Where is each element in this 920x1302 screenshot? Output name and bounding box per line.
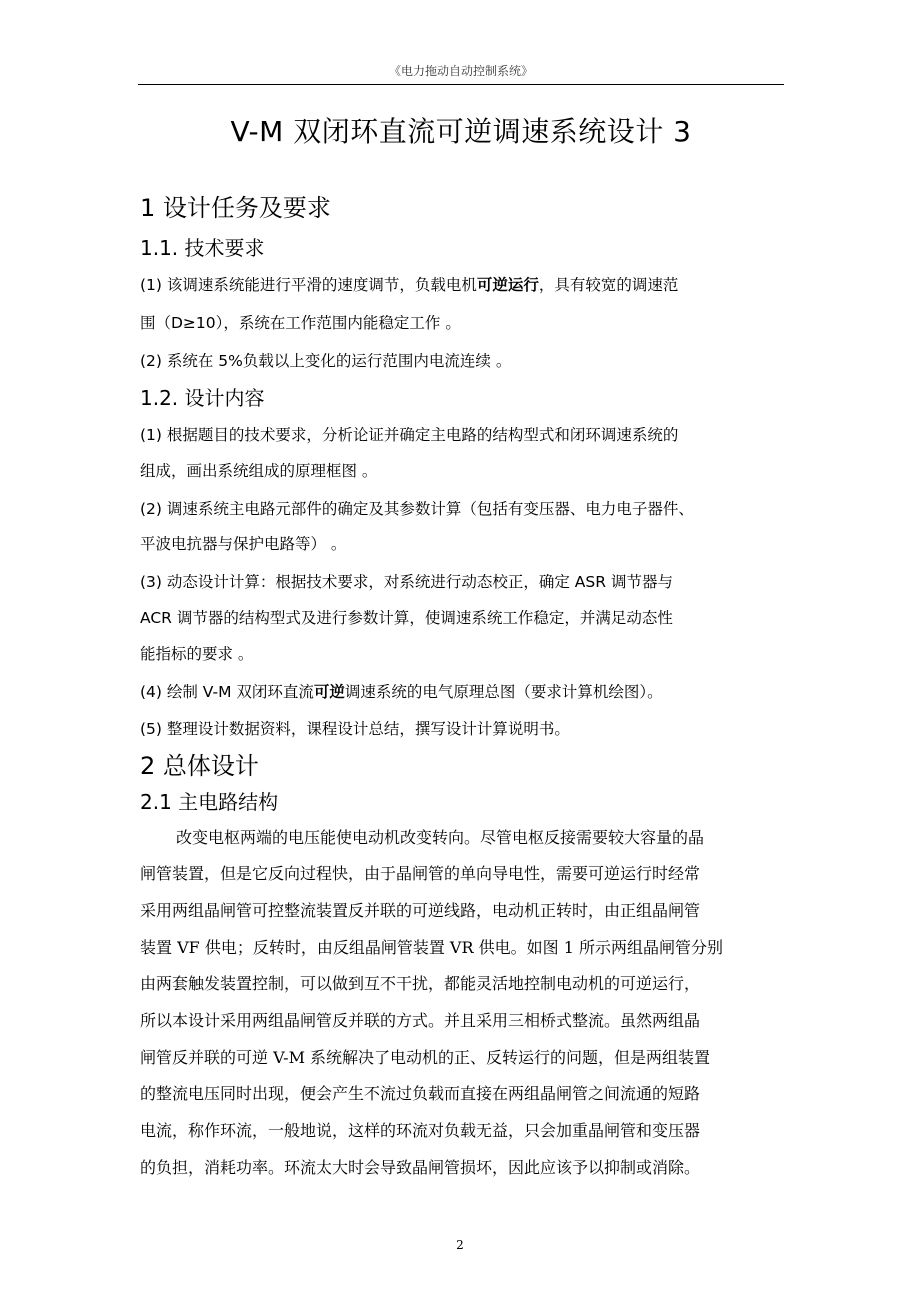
document-title: V-M 双闭环直流可逆调速系统设计 3 xyxy=(230,115,692,148)
content-item-3-line-1: (3) 动态设计计算：根据技术要求，对系统进行动态校正，确定 ASR 调节器与 xyxy=(140,573,673,591)
content-item-4 xyxy=(140,680,663,702)
section-1-1-heading: 1.1. 技术要求 xyxy=(140,236,265,260)
paragraph-line: 所以本设计采用两组晶闸管反并联的方式。并且采用三相桥式整流。虽然两组晶 xyxy=(140,1011,701,1030)
paragraph-line: 装置 VF 供电；反转时，由反组晶闸管装置 VR 供电。如图 1 所示两组晶闸管分别 xyxy=(140,938,723,957)
content-item-4-text-a: (4) 绘制 V-M 双闭环直流 xyxy=(140,683,314,701)
content-item-1-line-2: 组成，画出系统组成的原理框图 。 xyxy=(140,462,378,480)
requirement-item-1-line-1 xyxy=(140,273,678,295)
content-item-3-line-2: ACR 调节器的结构型式及进行参数计算，使调速系统工作稳定，并满足动态性 xyxy=(140,609,673,627)
content-item-1-line-1: (1) 根据题目的技术要求，分析论证并确定主电路的结构型式和闭环调速系统的 xyxy=(140,426,679,444)
paragraph-line: 电流，称作环流，一般地说，这样的环流对负载无益，只会加重晶闸管和变压器 xyxy=(140,1121,701,1140)
page-number: 2 xyxy=(456,1238,464,1252)
requirement-item-1-text-a: (1) 该调速系统能进行平滑的速度调节，负载电机 xyxy=(140,276,477,294)
section-2-1-heading: 2.1 主电路结构 xyxy=(140,790,279,814)
paragraph-line: 闸管反并联的可逆 V-M 系统解决了电动机的正、反转运行的问题，但是两组装置 xyxy=(140,1048,711,1067)
paragraph-line: 的整流电压同时出现，便会产生不流过负载而直接在两组晶闸管之间流通的短路 xyxy=(140,1084,701,1103)
content-item-4-bold: 可逆 xyxy=(313,683,345,701)
requirement-item-2: (2) 系统在 5%负载以上变化的运行范围内电流连续 。 xyxy=(140,352,512,370)
content-item-3-line-3: 能指标的要求 。 xyxy=(140,645,254,663)
content-item-2-line-2: 平波电抗器与保护电路等） 。 xyxy=(140,535,347,553)
paragraph-line: 闸管装置，但是它反向过程快，由于晶闸管的单向导电性，需要可逆运行时经常 xyxy=(140,864,701,883)
section-2-heading: 2 总体设计 xyxy=(140,752,259,780)
section-1-2-heading: 1.2. 设计内容 xyxy=(140,386,265,410)
paragraph-line: 改变电枢两端的电压能使电动机改变转向。尽管电枢反接需要较大容量的晶 xyxy=(176,828,705,847)
header-divider xyxy=(138,84,784,85)
paragraph-line: 由两套触发装置控制，可以做到互不干扰，都能灵活地控制电动机的可逆运行， xyxy=(140,974,701,993)
running-header: 《电力拖动自动控制系统》 xyxy=(388,64,533,78)
requirement-item-1-line-2: 围（D≥10），系统在工作范围内能稳定工作 。 xyxy=(140,314,461,332)
paragraph-line: 采用两组晶闸管可控整流装置反并联的可逆线路，电动机正转时，由正组晶闸管 xyxy=(140,901,701,920)
requirement-item-1-bold: 可逆运行 xyxy=(476,276,539,294)
content-item-4-text-b: 调速系统的电气原理总图（要求计算机绘图）。 xyxy=(344,683,663,701)
requirement-item-1-text-b: ，具有较宽的调速范 xyxy=(538,276,679,294)
content-item-5: (5) 整理设计数据资料，课程设计总结，撰写设计计算说明书。 xyxy=(140,720,570,738)
content-item-2-line-1: (2) 调速系统主电路元部件的确定及其参数计算（包括有变压器、电力电子器件、 xyxy=(140,500,694,518)
paragraph-line: 的负担，消耗功率。环流太大时会导致晶闸管损坏，因此应该予以抑制或消除。 xyxy=(140,1158,701,1177)
section-1-heading: 1 设计任务及要求 xyxy=(140,194,331,222)
